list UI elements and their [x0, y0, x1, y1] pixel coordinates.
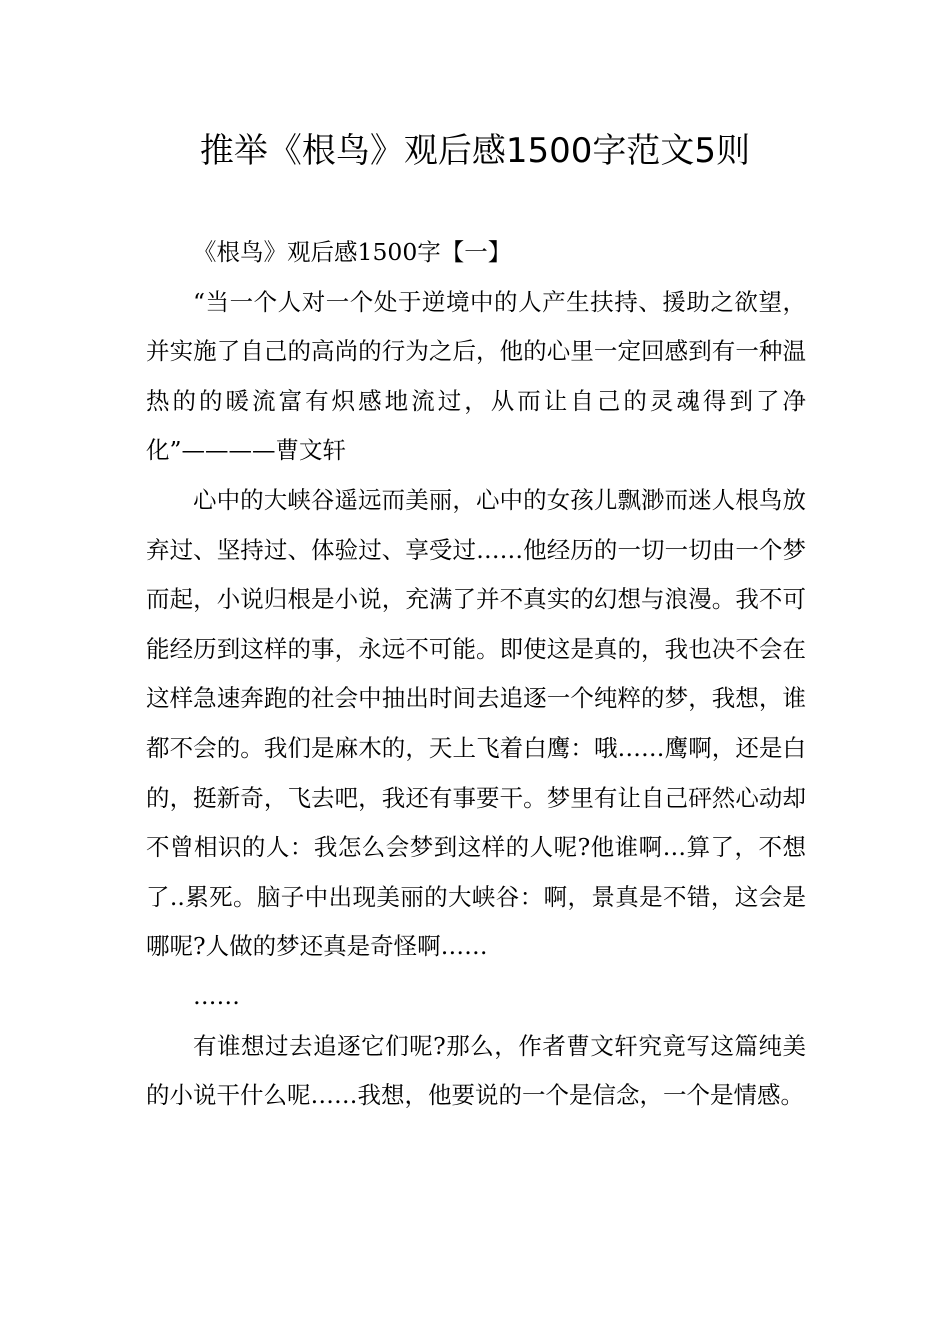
section-heading: 《根鸟》观后感1500字【一】 [193, 238, 512, 266]
document-body [146, 228, 806, 1121]
paragraph: 心中的大峡谷遥远而美丽，心中的女孩儿飘渺而迷人根鸟放弃过、坚持过、体验过、享受过……他经历的一切一切由一个梦而起，小说归根是小说，充满了并不真实的幻想与浪漫。我不可能经历到这样的事，永远不可能。即使这是真的，我也决不会在这样急速奔跑的社会中抽出时间去追逐一个纯粹的梦，我想，谁都不会的。我们是麻木的，天上飞着白鹰：哦……鹰啊，还是白的，挺新奇，飞去吧，我还有事要干。梦里有让自己砰然心动却不曾相识的人：我怎么会梦到这样的人呢?他谁啊…算了，不想了..累死。脑子中出现美丽的大峡谷：啊，景真是不错，这会是哪呢?人做的梦还真是奇怪啊…… [146, 485, 806, 961]
paragraph-quote: “当一个人对一个处于逆境中的人产生扶持、援助之欲望，并实施了自己的高尚的行为之后，他的心里一定回感到有一种温热的的暖流富有炽感地流过，从而让自己的灵魂得到了净化”————曹文轩 [146, 287, 806, 465]
document-title: 推举《根鸟》观后感1500字范文5则 [199, 131, 751, 171]
paragraph-ellipsis: …… [193, 981, 240, 1010]
paragraph: 有谁想过去追逐它们呢?那么，作者曹文轩究竟写这篇纯美的小说干什么呢……我想，他要说的一个是信念，一个是情感。 [146, 1031, 806, 1110]
